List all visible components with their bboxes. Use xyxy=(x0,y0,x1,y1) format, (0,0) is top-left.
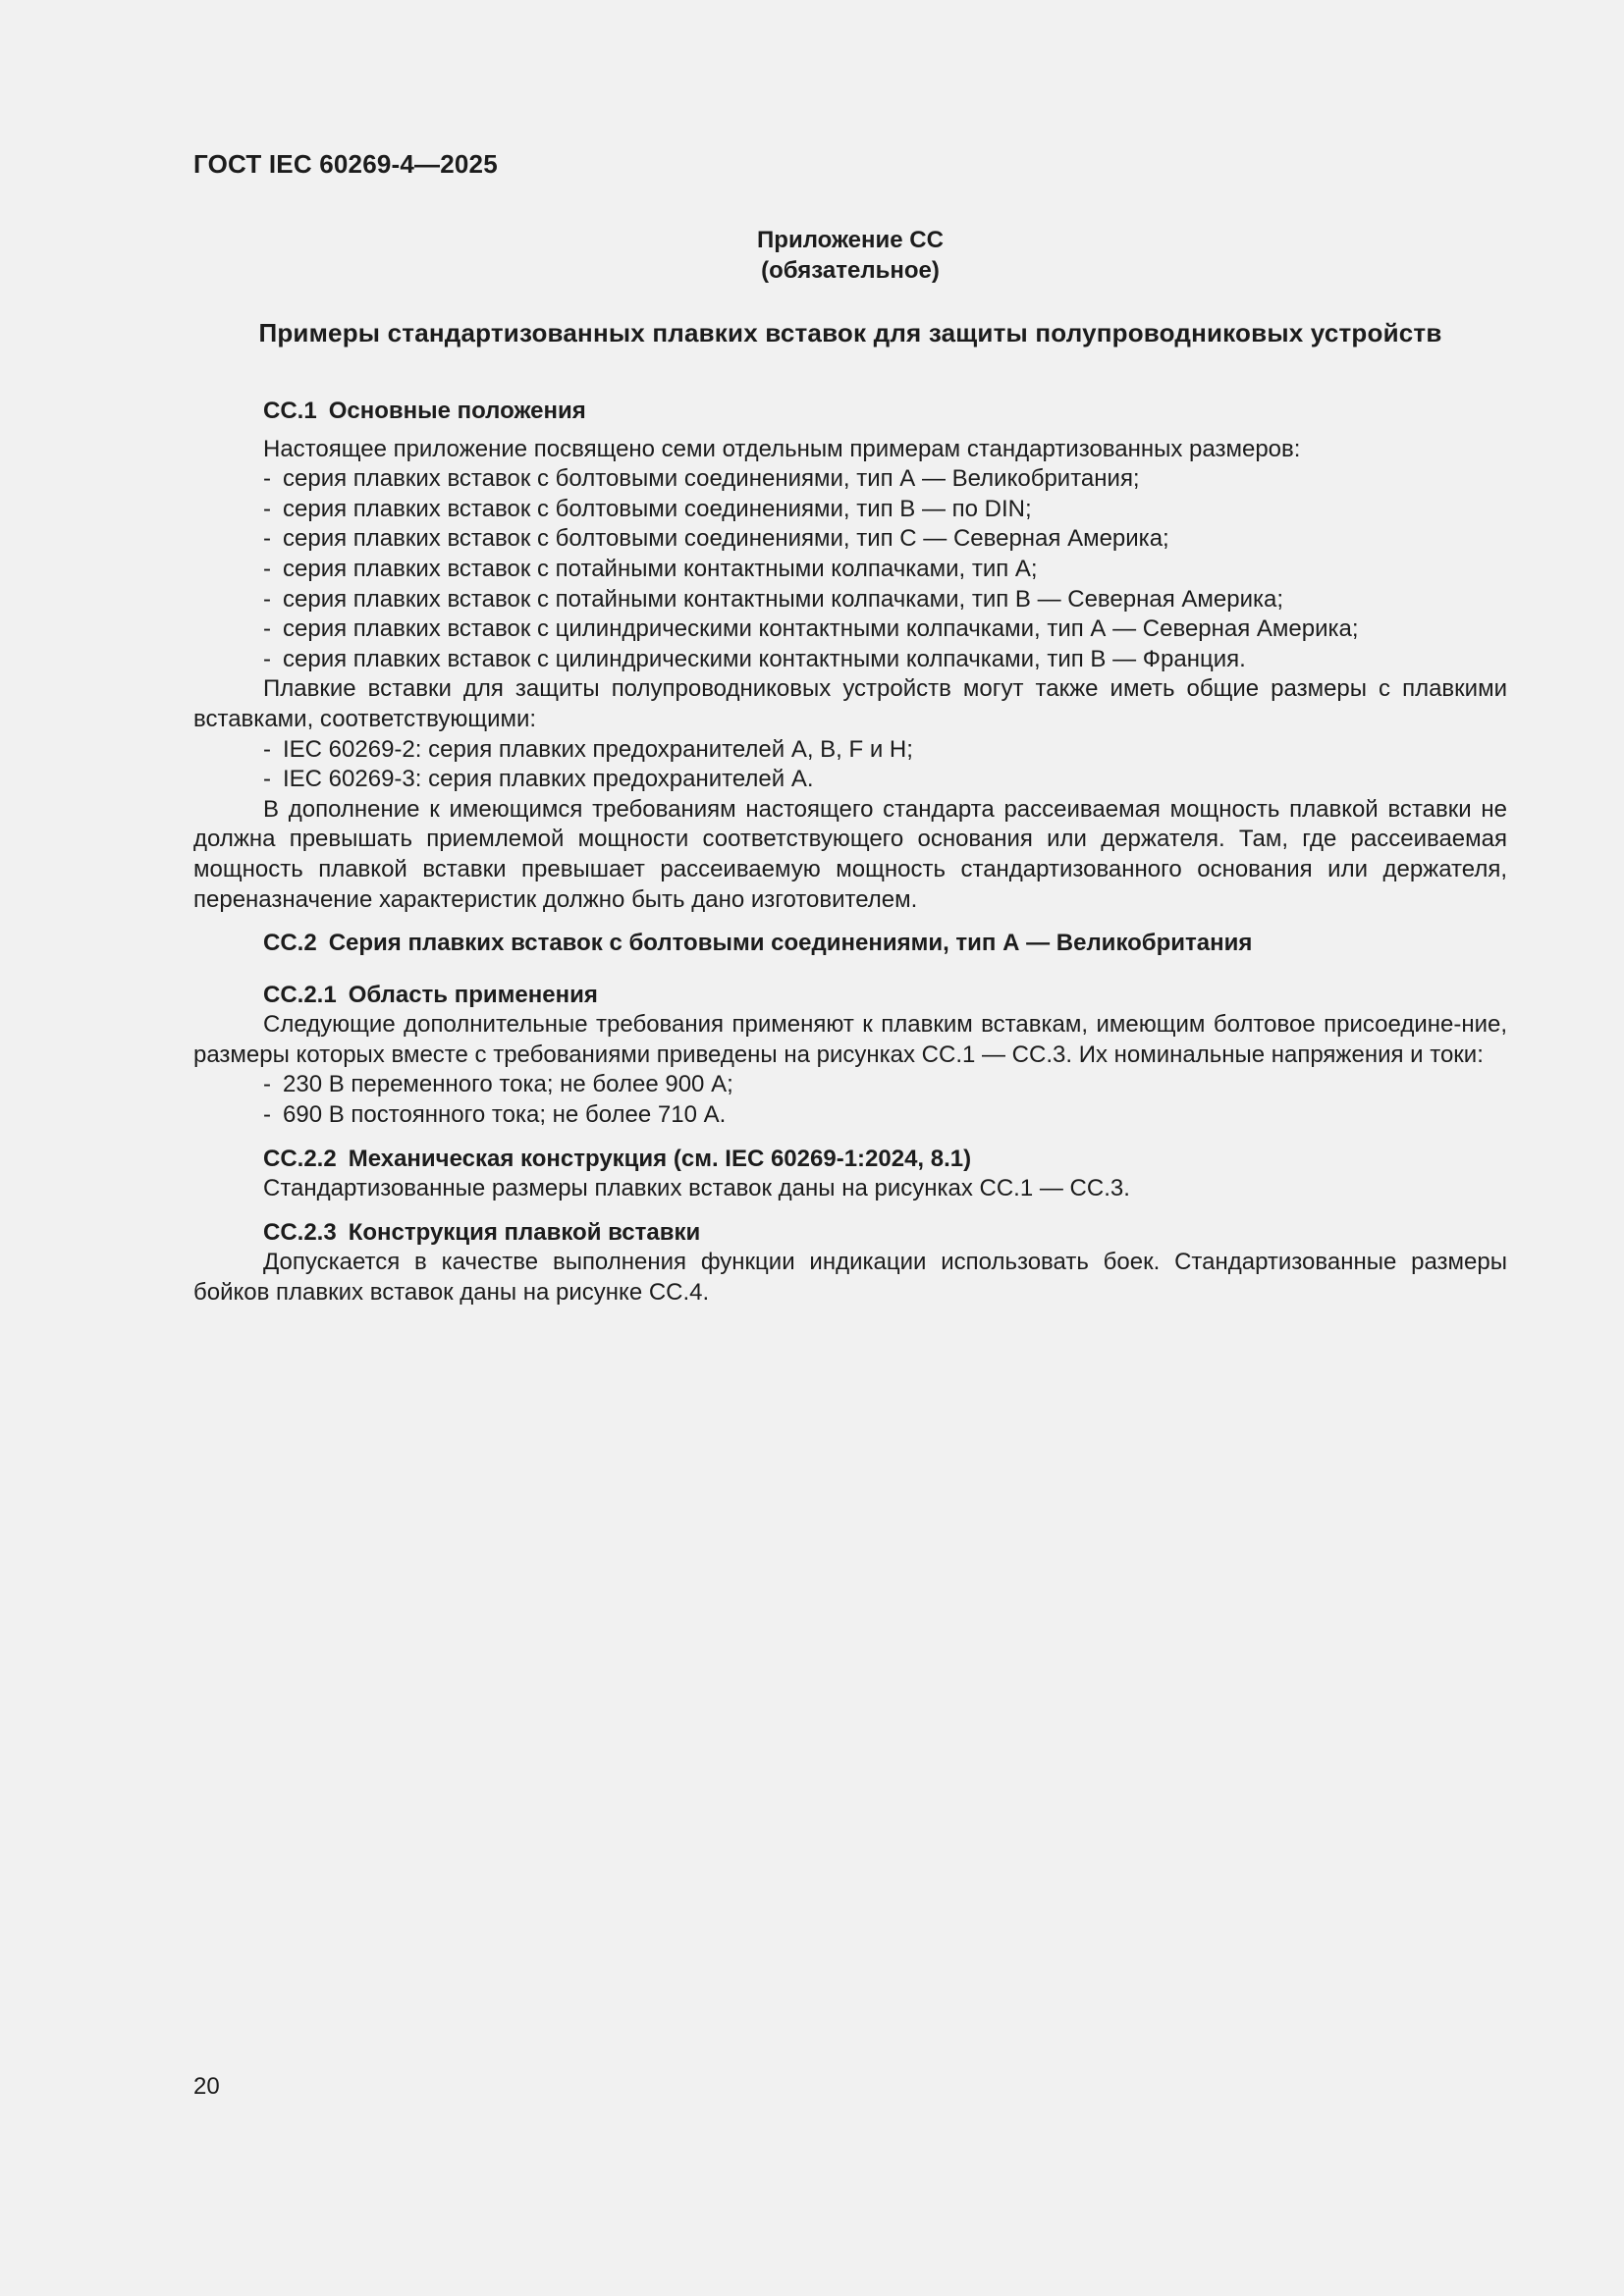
document-code: ГОСТ IEC 60269-4—2025 xyxy=(193,149,498,179)
annex-heading: Примеры стандартизованных плавких вставок для защиты полупроводниковых устройств xyxy=(258,318,1442,347)
paragraph: Стандартизованные размеры плавких вставок даны на рисунках СС.1 — СС.3. xyxy=(263,1175,1130,1202)
list-item: - серия плавких вставок с потайными контактными колпачками, тип А; xyxy=(263,555,1038,582)
list-item: - серия плавких вставок с болтовыми соединениями, тип А — Великобритания; xyxy=(263,465,1140,493)
section-title: Механическая конструкция (см. IEC 60269-1:2024, 8.1) xyxy=(348,1145,972,1172)
list-item: - серия плавких вставок с болтовыми соединениями, тип В — по DIN; xyxy=(263,495,1032,522)
section-title: Область применения xyxy=(348,981,598,1008)
section-heading-cc21 xyxy=(193,981,1507,1011)
paragraph: Плавкие вставки для защиты полупроводниковых устройств могут также иметь общие размеры с плавкими вставками, соответствующими: xyxy=(193,675,1507,732)
list-item: - серия плавких вставок с потайными контактными колпачками, тип В — Северная Америка; xyxy=(263,585,1284,613)
list-item: - 690 В постоянного тока; не более 710 А. xyxy=(263,1101,727,1129)
section-number: СС.2.3 xyxy=(263,1218,337,1246)
section-number: СС.1 xyxy=(263,398,317,424)
section-number: СС.2 xyxy=(263,930,317,957)
page-number: 20 xyxy=(193,2073,220,2100)
section-heading-cc22 xyxy=(193,1145,1507,1175)
section-heading-cc2 xyxy=(193,929,1507,959)
section-title: Конструкция плавкой вставки xyxy=(348,1218,701,1246)
document-body xyxy=(193,397,1507,1308)
section-heading-cc1 xyxy=(193,397,1507,427)
list-item: - серия плавких вставок с цилиндрическими контактными колпачками, тип А — Северная Америка; xyxy=(263,615,1359,643)
annex-title: Приложение СС xyxy=(757,227,944,253)
section-heading-cc23 xyxy=(193,1218,1507,1249)
paragraph: Следующие дополнительные требования применяют к плавким вставкам, имеющим болтовое присоедине-ние, размеры которых вместе с требованиями приведены на рисунках СС.1 — СС.3. Их номинальные напряжения и токи: xyxy=(193,1011,1507,1068)
paragraph: В дополнение к имеющимся требованиям настоящего стандарта рассеиваемая мощность плавкой вставки не должна превышать приемлемой мощности соответствующего основания или держателя. Там, где рассеиваемая мощность плавкой вставки превышает рассеиваемую мощность стандартизованного основания или держателя, переназначение характеристик должно быть дано изготовителем. xyxy=(193,795,1507,913)
section-number: СС.2.2 xyxy=(263,1145,337,1172)
list-item: - 230 В переменного тока; не более 900 А; xyxy=(263,1071,733,1098)
annex-status: (обязательное) xyxy=(761,257,940,284)
paragraph: Настоящее приложение посвящено семи отдельным примерам стандартизованных размеров: xyxy=(263,435,1301,462)
section-title: Серия плавких вставок с болтовыми соединениями, тип А — Великобритания xyxy=(328,930,1253,957)
list-item: - IEC 60269-3: серия плавких предохранителей А. xyxy=(263,766,814,793)
paragraph: Допускается в качестве выполнения функции индикации использовать боек. Стандартизованные размеры бойков плавких вставок даны на рисунке СС.4. xyxy=(193,1249,1507,1307)
list-item: - серия плавких вставок с болтовыми соединениями, тип С — Северная Америка; xyxy=(263,525,1169,553)
section-title: Основные положения xyxy=(328,398,586,424)
section-number: СС.2.1 xyxy=(263,981,337,1008)
list-item: - серия плавких вставок с цилиндрическими контактными колпачками, тип В — Франция. xyxy=(263,645,1246,672)
list-item: - IEC 60269-2: серия плавких предохранителей А, В, F и Н; xyxy=(263,735,913,763)
